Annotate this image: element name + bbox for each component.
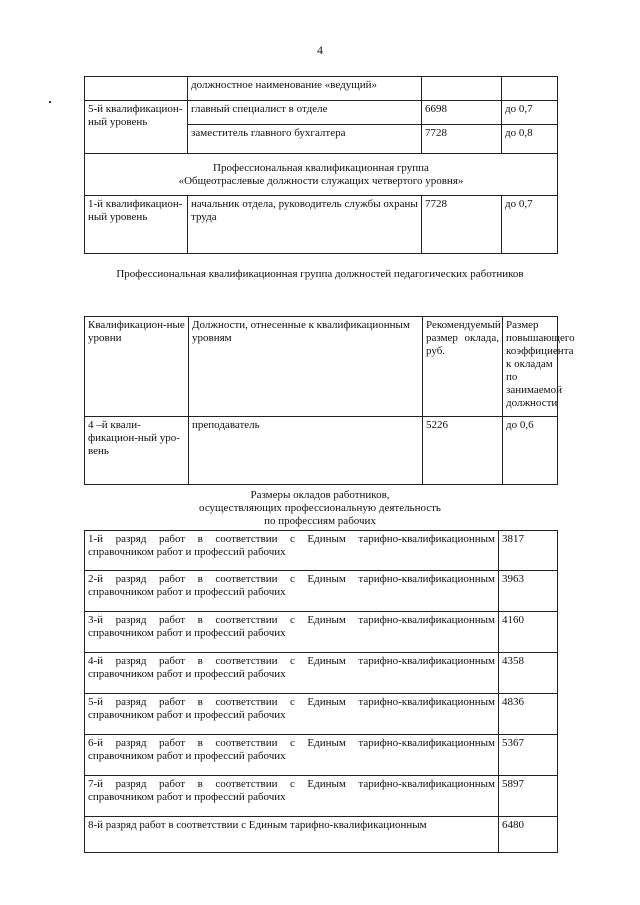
coef-cell: до 0,8	[502, 125, 558, 154]
workers-heading-line2: осуществляющих профессиональную деятельность	[199, 502, 441, 514]
scan-speck	[49, 101, 51, 103]
table-row	[85, 653, 558, 694]
grade-description-cell: 2-й разряд работ в соответствии с Единым тарифно-квалификационным справочником работ и профессий рабочих	[85, 571, 499, 612]
table-row	[85, 77, 558, 101]
grade-description-cell: 5-й разряд работ в соответствии с Единым тарифно-квалификационным справочником работ и профессий рабочих	[85, 694, 499, 735]
salary-cell: 7728	[422, 125, 502, 154]
table-row	[85, 571, 558, 612]
header-positions: Должности, отнесенные к квалификационным уровням	[189, 317, 423, 417]
grade-salary-cell: 3817	[499, 531, 558, 571]
position-cell: заместитель главного бухгалтера	[188, 125, 422, 154]
salary-cell: 7728	[422, 196, 502, 254]
grade-salary-cell: 3963	[499, 571, 558, 612]
level-cell-empty	[85, 77, 188, 101]
pedagogic-heading: Профессиональная квалификационная группа должностей педагогических работников	[116, 268, 524, 280]
coef-cell-empty	[502, 77, 558, 101]
grade-salary-cell: 6480	[499, 817, 558, 853]
level-cell: 4 –й квали-фикацион-ный уро-вень	[85, 417, 189, 485]
grade-description-cell: 3-й разряд работ в соответствии с Единым тарифно-квалификационным справочником работ и профессий рабочих	[85, 612, 499, 653]
table-row	[85, 735, 558, 776]
level-cell: 1-й квалификацион-ный уровень	[85, 196, 188, 254]
coef-cell: до 0,7	[502, 196, 558, 254]
grade-salary-cell: 5897	[499, 776, 558, 817]
header-row	[85, 317, 558, 417]
table-row	[85, 776, 558, 817]
position-cell: преподаватель	[189, 417, 423, 485]
header-coef: Размер повышающего коэффициента к окладам по занимаемой должности	[503, 317, 558, 417]
grade-description-cell: 8-й разряд работ в соответствии с Единым тарифно-квалификационным	[85, 817, 499, 853]
position-cell: начальник отдела, руководитель службы охраны труда	[188, 196, 422, 254]
grade-description-cell: 6-й разряд работ в соответствии с Единым тарифно-квалификационным справочником работ и профессий рабочих	[85, 735, 499, 776]
workers-heading-line1: Размеры окладов работников,	[250, 489, 390, 501]
grade-salary-cell: 4160	[499, 612, 558, 653]
table-row	[85, 694, 558, 735]
grade-salary-cell: 4836	[499, 694, 558, 735]
grade-salary-cell: 5367	[499, 735, 558, 776]
coef-cell: до 0,6	[503, 417, 558, 485]
table-row	[85, 417, 558, 485]
salary-cell-empty	[422, 77, 502, 101]
header-levels: Квалификацион-ные уровни	[85, 317, 189, 417]
level-cell: 5-й квалификацион-ный уровень	[85, 101, 188, 154]
table-row	[85, 531, 558, 571]
qualification-table-general	[84, 76, 558, 254]
table-row	[85, 612, 558, 653]
position-cell: главный специалист в отделе	[188, 101, 422, 125]
group-row	[85, 154, 558, 196]
grade-description-cell: 1-й разряд работ в соответствии с Единым тарифно-квалификационным справочником работ и профессий рабочих	[85, 531, 499, 571]
header-salary: Рекомендуемый размер оклада, руб.	[423, 317, 503, 417]
position-cell: должностное наименование «ведущий»	[188, 77, 422, 101]
grade-salary-cell: 4358	[499, 653, 558, 694]
workers-heading-line3: по профессиям рабочих	[264, 515, 376, 527]
table-row	[85, 817, 558, 853]
group-title-line1: Профессиональная квалификационная группа	[213, 161, 429, 174]
qualification-table-pedagogic	[84, 316, 575, 485]
salary-cell: 5226	[423, 417, 503, 485]
grade-description-cell: 7-й разряд работ в соответствии с Единым тарифно-квалификационным справочником работ и профессий рабочих	[85, 776, 499, 817]
grade-description-cell: 4-й разряд работ в соответствии с Единым тарифно-квалификационным справочником работ и профессий рабочих	[85, 653, 499, 694]
workers-salary-table	[84, 530, 558, 853]
salary-cell: 6698	[422, 101, 502, 125]
group-title-cell	[85, 154, 558, 196]
coef-cell: до 0,7	[502, 101, 558, 125]
group-title-line2: «Общеотраслевые должности служащих четвертого уровня»	[178, 174, 464, 187]
table-row	[85, 196, 558, 254]
page-number: 4	[317, 43, 323, 57]
table-row	[85, 101, 558, 125]
